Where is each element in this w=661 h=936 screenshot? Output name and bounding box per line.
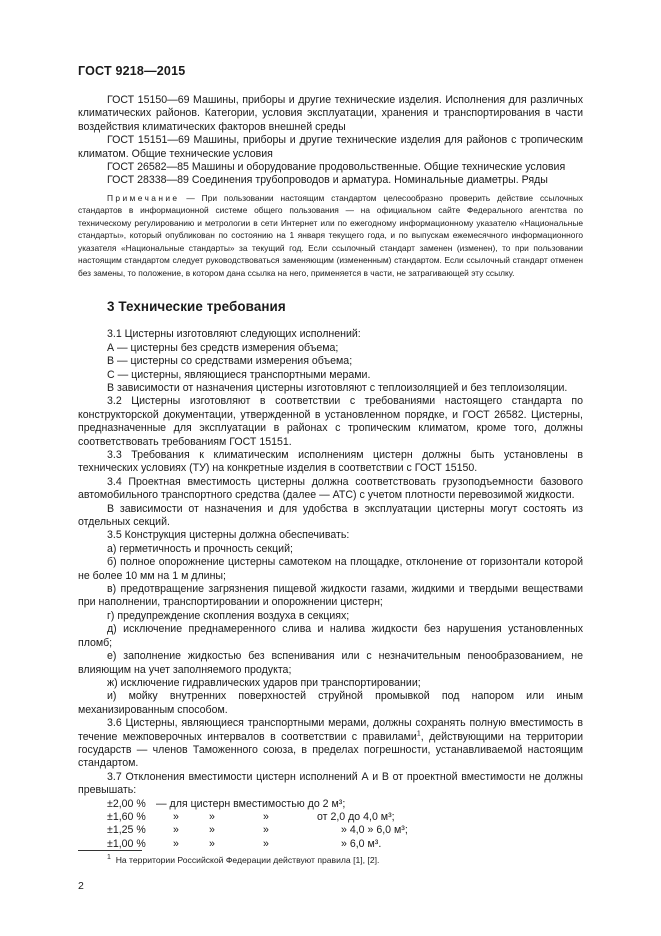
page-content [78, 94, 583, 851]
footnote-ref: 1 [416, 730, 421, 737]
footnote-text: На территории Российской Федерации действуют правила [1], [2]. [115, 855, 380, 865]
reference-item: ГОСТ 15150—69 Машины, приборы и другие технические изделия. Исполнения для различных климатических районов. Категории, условия эксплуатации, хранения и транспортирования в части воздействия климатических факторов внешней среды [78, 94, 583, 133]
insulation-note: В зависимости от назначения цистерны изготовляют с теплоизоляцией и без теплоизоляции. [107, 381, 568, 394]
variant-b: В — цистерны со средствами измерения объема; [107, 355, 353, 368]
clause-3-6-text: 3.6 Цистерны, являющиеся транспортными мерами, должны сохранять полную вместимость в течение межповерочных интервалов в соответствии с правилами [78, 717, 583, 743]
requirement-a: а) герметичность и прочность секций; [107, 542, 293, 555]
ditto-mark: » [173, 824, 179, 837]
tolerance-row [107, 824, 408, 837]
footnote [107, 855, 379, 865]
tolerance-range: — для цистерн вместимостью до 2 м³; [156, 797, 346, 810]
clause-3-2: 3.2 Цистерны изготовляют в соответствии с требованиями настоящего стандарта по конструкторской документации, утвержденной в установленном порядке, и ГОСТ 26582. Цистерны, предназначенные для эксплуатации в районах с тропическим климатом, кроме того, должны соответствовать требованиям ГОСТ 15151. [78, 395, 583, 448]
tolerance-value: ±1,00 % [107, 837, 146, 850]
variant-c: С — цистерны, являющиеся транспортными мерами. [107, 368, 371, 381]
tolerance-value: ±1,25 % [107, 824, 146, 837]
reference-item: ГОСТ 15151—69 Машины, приборы и другие технические изделия для районов с тропическим климатом. Общие технические условия [78, 134, 583, 160]
page-header: ГОСТ 9218—2015 [78, 64, 186, 78]
note-label: Примечание [107, 192, 180, 203]
tolerance-row [107, 798, 408, 811]
ditto-mark: » [173, 810, 179, 823]
tolerance-row [107, 811, 408, 824]
requirement-e: е) заполнение жидкостью без вспенивания или с незначительным пенообразованием, не влияющим на учет заполняемого продукта; [78, 650, 583, 676]
ditto-mark: » [263, 810, 269, 823]
tolerance-range: от 2,0 до 4,0 м³; [317, 810, 395, 823]
tolerance-value: ±1,60 % [107, 810, 146, 823]
clause-3-4-sections: В зависимости от назначения и для удобства в эксплуатации цистерны могут состоять из отдельных секций. [78, 502, 583, 529]
tolerance-range: » 6,0 м³. [341, 837, 382, 850]
ditto-mark: » [173, 837, 179, 850]
tolerance-range: » 4,0 » 6,0 м³; [341, 824, 408, 837]
clause-3-6-text-end: , действующими на территории государств — членов Таможенного союза, в пределах погрешности, устанавливаемой настоящим стандартом. [78, 730, 583, 770]
requirement-i: и) мойку внутренних поверхностей струйной промывкой под напором или иным механизированным способом. [78, 690, 583, 716]
tolerance-list [107, 798, 408, 852]
variant-a: А — цистерны без средств измерения объема; [107, 341, 339, 354]
clause-3-5: 3.5 Конструкция цистерны должна обеспечивать: [107, 529, 350, 542]
note-text: — При пользовании настоящим стандартом целесообразно проверить действие ссылочных стандартов в информационной системе общего пользования — на официальном сайте Федерального агентства по техническому регулированию и метрологии в сети Интернет или по ежегодному информационному указателю «Национальные стандарты», который опубликован по состоянию на 1 января текущего года, и по выпускам ежемесячного информационного указателя «Национальные стандарты» за текущий год. Если ссылочный стандарт заменен (изменен), то при пользовании настоящим стандартом следует руководствоваться заменяющим (измененным) стандартом. Если ссылочный стандарт отменен без замены, то положение, в котором дана ссылка на него, применяется в части, не затрагивающей эту ссылку. [78, 192, 583, 278]
reference-item: ГОСТ 28338—89 Соединения трубопроводов и арматура. Номинальные диаметры. Ряды [107, 174, 548, 187]
section-heading: 3 Технические требования [107, 299, 286, 315]
ditto-mark: » [209, 837, 215, 850]
reference-item: ГОСТ 26582—85 Машины и оборудование продовольственные. Общие технические условия [107, 161, 566, 174]
requirement-v: в) предотвращение загрязнения пищевой жидкости газами, жидкими и твердыми веществами при наполнении, транспортировании и опорожнении цистерн; [78, 583, 583, 609]
ditto-mark: » [263, 837, 269, 850]
footnote-mark: 1 [107, 854, 111, 862]
page-number: 2 [78, 880, 84, 892]
clause-3-6 [78, 717, 583, 771]
requirement-zh: ж) исключение гидравлических ударов при транспортировании; [107, 676, 421, 689]
requirement-g: г) предупреждение скопления воздуха в секциях; [107, 609, 350, 622]
tolerance-value: ±2,00 % [107, 797, 146, 810]
clause-3-1: 3.1 Цистерны изготовляют следующих исполнений: [107, 328, 361, 341]
footnote-separator [78, 850, 142, 851]
ditto-mark: » [209, 810, 215, 823]
clause-3-7: 3.7 Отклонения вместимости цистерн исполнений А и В от проектной вместимости не должны превышать: [78, 770, 583, 797]
ditto-mark: » [263, 824, 269, 837]
clause-3-3: 3.3 Требования к климатическим исполнениям цистерн должны быть установлены в технических условиях (ТУ) на конкретные изделия в соответствии с ГОСТ 15150. [78, 449, 583, 475]
tolerance-row [107, 838, 408, 851]
ditto-mark: » [209, 824, 215, 837]
requirement-b: б) полное опорожнение цистерны самотеком на площадке, отклонение от горизонтали которой не более 10 мм на 1 м длины; [78, 556, 583, 582]
reference-note [78, 192, 583, 280]
requirement-d: д) исключение преднамеренного слива и налива жидкости без нарушения установленных пломб; [78, 623, 583, 649]
clause-3-4: 3.4 Проектная вместимость цистерны должна соответствовать грузоподъемности базового автомобильного транспортного средства (далее — АТС) с учетом плотности перевозимой жидкости. [78, 475, 583, 502]
